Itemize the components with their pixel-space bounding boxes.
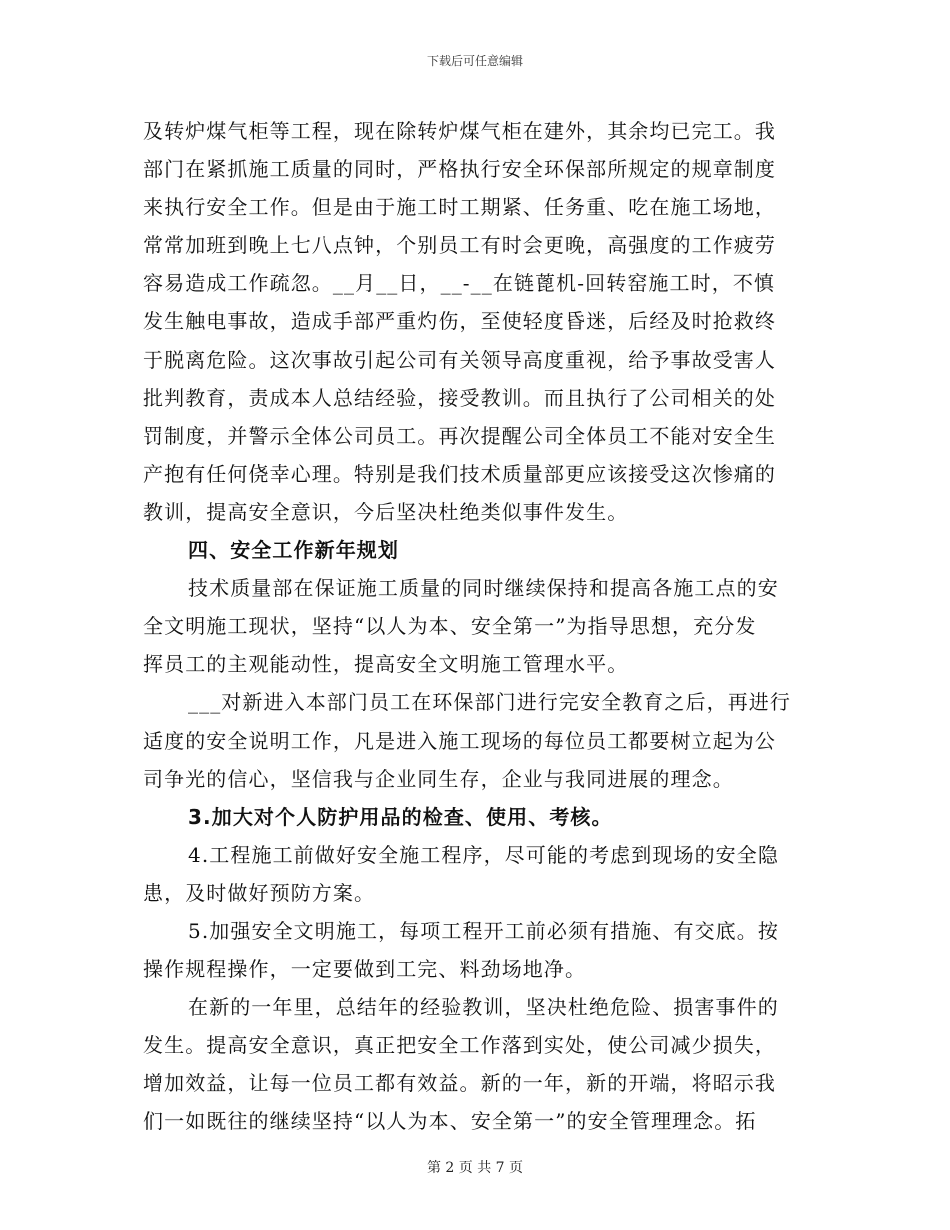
page-number-footer: 第 2 页 共 7 页 (426, 1160, 524, 1176)
body-line: 罚制度，并警示全体公司员工。再次提醒公司全体员工不能对安全生 (143, 423, 776, 448)
body-line: 全文明施工现状，坚持“以人为本、安全第一”为指导思想，充分发 (143, 614, 757, 639)
body-line: 技术质量部在保证施工质量的同时继续保持和提高各施工点的安 (188, 576, 779, 601)
list-item: 4.工程施工前做好安全施工程序，尽可能的考虑到现场的安全隐 (188, 842, 779, 867)
body-line: 发生。提高安全意识，真正把安全工作落到实处，使公司减少损失， (143, 1033, 776, 1058)
body-line: 患，及时做好预防方案。 (143, 880, 376, 905)
body-line: 发生触电事故，造成手部严重灼伤，至使轻度昏迷，后经及时抢救终 (143, 309, 776, 334)
body-line: 们一如既往的继续坚持“以人为本、安全第一”的安全管理理念。拓 (143, 1109, 757, 1134)
body-line: 增加效益，让每一位员工都有效益。新的一年，新的开端，将昭示我 (143, 1071, 776, 1096)
section-heading: 四、安全工作新年规划 (188, 538, 399, 563)
body-line: 及转炉煤气柜等工程，现在除转炉煤气柜在建外，其余均已完工。我 (143, 119, 776, 143)
list-item-heading: 3.加大对个人防护用品的检查、使用、考核。 (188, 804, 613, 829)
body-line: 部门在紧抓施工质量的同时，严格执行安全环保部所规定的规章制度 (143, 157, 776, 182)
body-line: 来执行安全工作。但是由于施工时工期紧、任务重、吃在施工场地， (143, 195, 776, 220)
body-line: 司争光的信心，坚信我与企业同生存，企业与我同进展的理念。 (143, 766, 734, 791)
body-line: 容易造成工作疏忽。__月__日，__-__在链蓖机-回转窑施工时，不慎 (143, 271, 776, 296)
document-body (143, 112, 808, 1141)
body-line: 教训，提高安全意识，今后坚决杜绝类似事件发生。 (143, 499, 629, 524)
list-item: 5.加强安全文明施工，每项工程开工前必须有措施、有交底。按 (188, 918, 779, 943)
body-line: 适度的安全说明工作，凡是进入施工现场的每位员工都要树立起为公 (143, 728, 776, 753)
body-line: ___对新进入本部门员工在环保部门进行完安全教育之后，再进行 (188, 690, 791, 715)
page-header: 下载后可任意编辑 (426, 54, 523, 68)
body-line: 于脱离危险。这次事故引起公司有关领导高度重视，给予事故受害人 (143, 347, 776, 372)
body-line: 在新的一年里，总结年的经验教训，坚决杜绝危险、损害事件的 (188, 995, 779, 1020)
body-line: 挥员工的主观能动性，提高安全文明施工管理水平。 (143, 652, 629, 677)
body-line: 常常加班到晚上七八点钟，个别员工有时会更晚，高强度的工作疲劳 (143, 233, 776, 258)
body-line: 批判教育，责成本人总结经验，接受教训。而且执行了公司相关的处 (143, 385, 776, 410)
body-line: 产抱有任何侥幸心理。特别是我们技术质量部更应该接受这次惨痛的 (143, 461, 776, 486)
body-line: 操作规程操作，一定要做到工完、料劲场地净。 (143, 957, 587, 982)
